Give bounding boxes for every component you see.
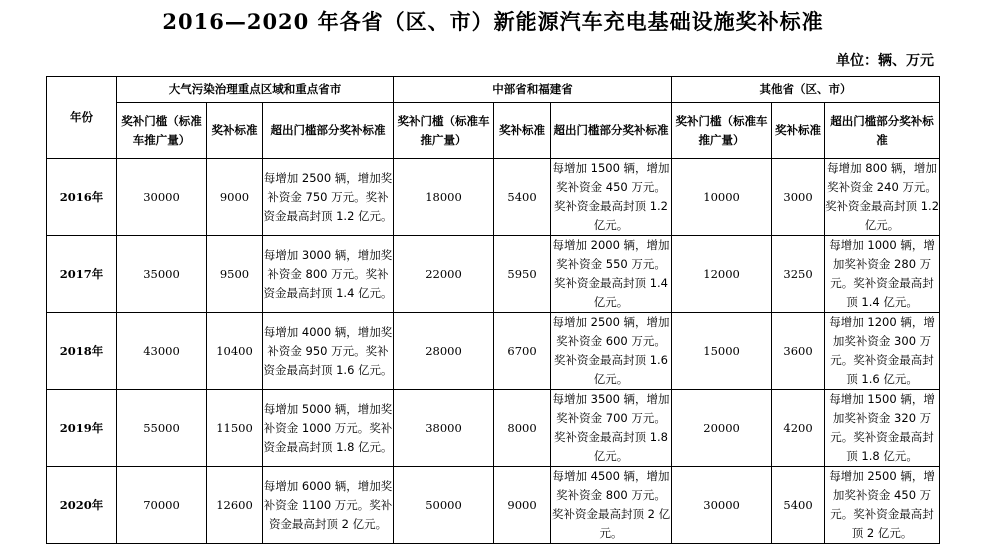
table-row	[47, 390, 940, 467]
threshold-cell: 28000	[394, 313, 494, 390]
threshold-cell: 22000	[394, 236, 494, 313]
standard-cell: 12600	[207, 467, 263, 544]
standard-cell: 3600	[772, 313, 825, 390]
sub-header-excess: 超出门槛部分奖补标准	[551, 103, 672, 159]
excess-cell: 每增加 1500 辆，增加奖补资金 450 万元。奖补资金最高封顶 1.2 亿元。	[551, 159, 672, 236]
group-header-other-provinces: 其他省（区、市）	[672, 77, 940, 103]
standard-cell: 4200	[772, 390, 825, 467]
threshold-cell: 70000	[117, 467, 207, 544]
standard-cell: 5400	[494, 159, 551, 236]
threshold-cell: 30000	[672, 467, 772, 544]
unit-label: 单位：辆、万元	[836, 53, 934, 69]
threshold-cell: 18000	[394, 159, 494, 236]
year-cell: 2016年	[47, 159, 117, 236]
threshold-cell: 20000	[672, 390, 772, 467]
table-row	[47, 467, 940, 544]
group-header-key-regions: 大气污染治理重点区域和重点省市	[117, 77, 394, 103]
threshold-cell: 10000	[672, 159, 772, 236]
excess-cell: 每增加 2500 辆，增加奖补资金 750 万元。奖补资金最高封顶 1.2 亿元。	[263, 159, 394, 236]
standard-cell: 9000	[207, 159, 263, 236]
group-header-central-fujian: 中部省和福建省	[394, 77, 672, 103]
excess-cell: 每增加 2000 辆，增加奖补资金 550 万元。奖补资金最高封顶 1.4 亿元。	[551, 236, 672, 313]
excess-cell: 每增加 5000 辆，增加奖补资金 1000 万元。奖补资金最高封顶 1.8 亿元。	[263, 390, 394, 467]
excess-cell: 每增加 1000 辆，增加奖补资金 280 万元。奖补资金最高封顶 1.4 亿元。	[825, 236, 940, 313]
standard-cell: 5950	[494, 236, 551, 313]
sub-header-standard: 奖补标准	[772, 103, 825, 159]
year-cell: 2019年	[47, 390, 117, 467]
excess-cell: 每增加 3500 辆，增加奖补资金 700 万元。奖补资金最高封顶 1.8 亿元。	[551, 390, 672, 467]
threshold-cell: 30000	[117, 159, 207, 236]
sub-header-excess: 超出门槛部分奖补标准	[263, 103, 394, 159]
excess-cell: 每增加 6000 辆，增加奖补资金 1100 万元。奖补资金最高封顶 2 亿元。	[263, 467, 394, 544]
excess-cell: 每增加 3000 辆，增加奖补资金 800 万元。奖补资金最高封顶 1.4 亿元。	[263, 236, 394, 313]
table-row	[47, 313, 940, 390]
excess-cell: 每增加 800 辆，增加奖补资金 240 万元。奖补资金最高封顶 1.2 亿元。	[825, 159, 940, 236]
page-title: 2016—2020 年各省（区、市）新能源汽车充电基础设施奖补标准	[162, 9, 824, 34]
standard-cell: 9500	[207, 236, 263, 313]
standard-cell: 6700	[494, 313, 551, 390]
threshold-cell: 50000	[394, 467, 494, 544]
excess-cell: 每增加 2500 辆，增加奖补资金 450 万元。奖补资金最高封顶 2 亿元。	[825, 467, 940, 544]
sub-header-standard: 奖补标准	[494, 103, 551, 159]
threshold-cell: 15000	[672, 313, 772, 390]
excess-cell: 每增加 4000 辆，增加奖补资金 950 万元。奖补资金最高封顶 1.6 亿元。	[263, 313, 394, 390]
year-cell: 2020年	[47, 467, 117, 544]
table-row	[47, 159, 940, 236]
threshold-cell: 43000	[117, 313, 207, 390]
sub-header-threshold: 奖补门槛（标准车推广量）	[394, 103, 494, 159]
standard-cell: 8000	[494, 390, 551, 467]
standard-cell: 11500	[207, 390, 263, 467]
excess-cell: 每增加 1200 辆，增加奖补资金 300 万元。奖补资金最高封顶 1.6 亿元。	[825, 313, 940, 390]
excess-cell: 每增加 1500 辆，增加奖补资金 320 万元。奖补资金最高封顶 1.8 亿元。	[825, 390, 940, 467]
subsidy-table	[46, 76, 940, 544]
sub-header-threshold: 奖补门槛（标准车推广量）	[672, 103, 772, 159]
standard-cell: 3000	[772, 159, 825, 236]
table-row	[47, 236, 940, 313]
sub-header-threshold: 奖补门槛（标准车推广量）	[117, 103, 207, 159]
threshold-cell: 12000	[672, 236, 772, 313]
standard-cell: 3250	[772, 236, 825, 313]
excess-cell: 每增加 4500 辆，增加奖补资金 800 万元。奖补资金最高封顶 2 亿元。	[551, 467, 672, 544]
sub-header-excess: 超出门槛部分奖补标准	[825, 103, 940, 159]
sub-header-standard: 奖补标准	[207, 103, 263, 159]
excess-cell: 每增加 2500 辆，增加奖补资金 600 万元。奖补资金最高封顶 1.6 亿元。	[551, 313, 672, 390]
threshold-cell: 38000	[394, 390, 494, 467]
year-cell: 2017年	[47, 236, 117, 313]
standard-cell: 10400	[207, 313, 263, 390]
standard-cell: 9000	[494, 467, 551, 544]
year-cell: 2018年	[47, 313, 117, 390]
year-column-header: 年份	[47, 77, 117, 159]
standard-cell: 5400	[772, 467, 825, 544]
threshold-cell: 55000	[117, 390, 207, 467]
threshold-cell: 35000	[117, 236, 207, 313]
